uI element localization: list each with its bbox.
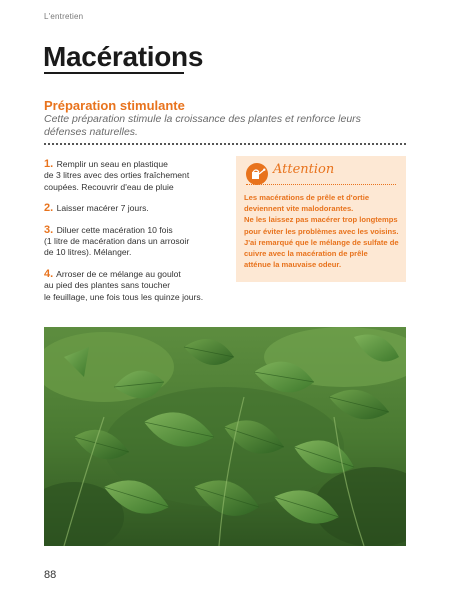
step-number: 1. — [44, 158, 54, 170]
attention-line: Les macérations de prêle et d'ortie — [244, 193, 370, 202]
step-number: 2. — [44, 202, 54, 215]
step-text-line: (1 litre de macération dans un arrosoir — [44, 236, 190, 247]
step-text-line: Laisser macérer 7 jours. — [56, 203, 149, 214]
page-title: Macérations — [43, 41, 204, 72]
running-head: L'entretien — [44, 12, 84, 21]
attention-line: atténue la mauvaise odeur. — [244, 260, 342, 270]
page-number: 88 — [44, 569, 57, 581]
step-text-line: au pied des plantes sans toucher — [44, 280, 171, 291]
nettle-illustration — [44, 327, 406, 546]
title-underline — [44, 72, 184, 74]
dotted-divider — [44, 143, 406, 145]
attention-box — [236, 156, 406, 282]
step-text-line: le feuillage, une fois tous les quinze jours. — [44, 291, 204, 302]
section-subtitle: Préparation stimulante — [44, 98, 185, 113]
step-item — [44, 159, 226, 193]
step-item — [44, 225, 226, 259]
attention-line: J'ai remarqué que le mélange de sulfate de — [244, 237, 399, 247]
attention-divider — [246, 184, 396, 185]
watering-can-icon — [246, 163, 268, 185]
nettle-plants-photo — [44, 327, 406, 546]
steps-list — [44, 159, 226, 313]
step-number: 4. — [44, 267, 54, 280]
step-text-line: Remplir un seau en plastique — [56, 159, 168, 169]
step-text-line: de 3 litres avec des orties fraîchement — [44, 170, 190, 181]
step-text-line: de 10 litres). Mélanger. — [44, 247, 132, 258]
step-text-line: Arroser de ce mélange au goulot — [56, 268, 181, 279]
attention-line: cuivre avec la macération de prêle — [244, 249, 368, 259]
step-text-line: coupées. Recouvrir d'eau de pluie — [44, 181, 174, 192]
step-text-line: Diluer cette macération 10 fois — [56, 224, 173, 235]
step-number: 3. — [44, 223, 54, 236]
step-item — [44, 203, 226, 214]
step-item — [44, 269, 226, 303]
attention-title: Attention — [273, 162, 335, 177]
attention-line: Ne les laissez pas macérer trop longtemps — [244, 215, 398, 225]
attention-text — [244, 192, 404, 270]
section-intro: Cette préparation stimule la croissance des plantes et renforce leurs défenses naturelles. — [44, 113, 361, 138]
attention-line: deviennent vite malodorantes. — [244, 204, 354, 214]
attention-line: pour éviter les problèmes avec les voisins. — [244, 226, 399, 236]
